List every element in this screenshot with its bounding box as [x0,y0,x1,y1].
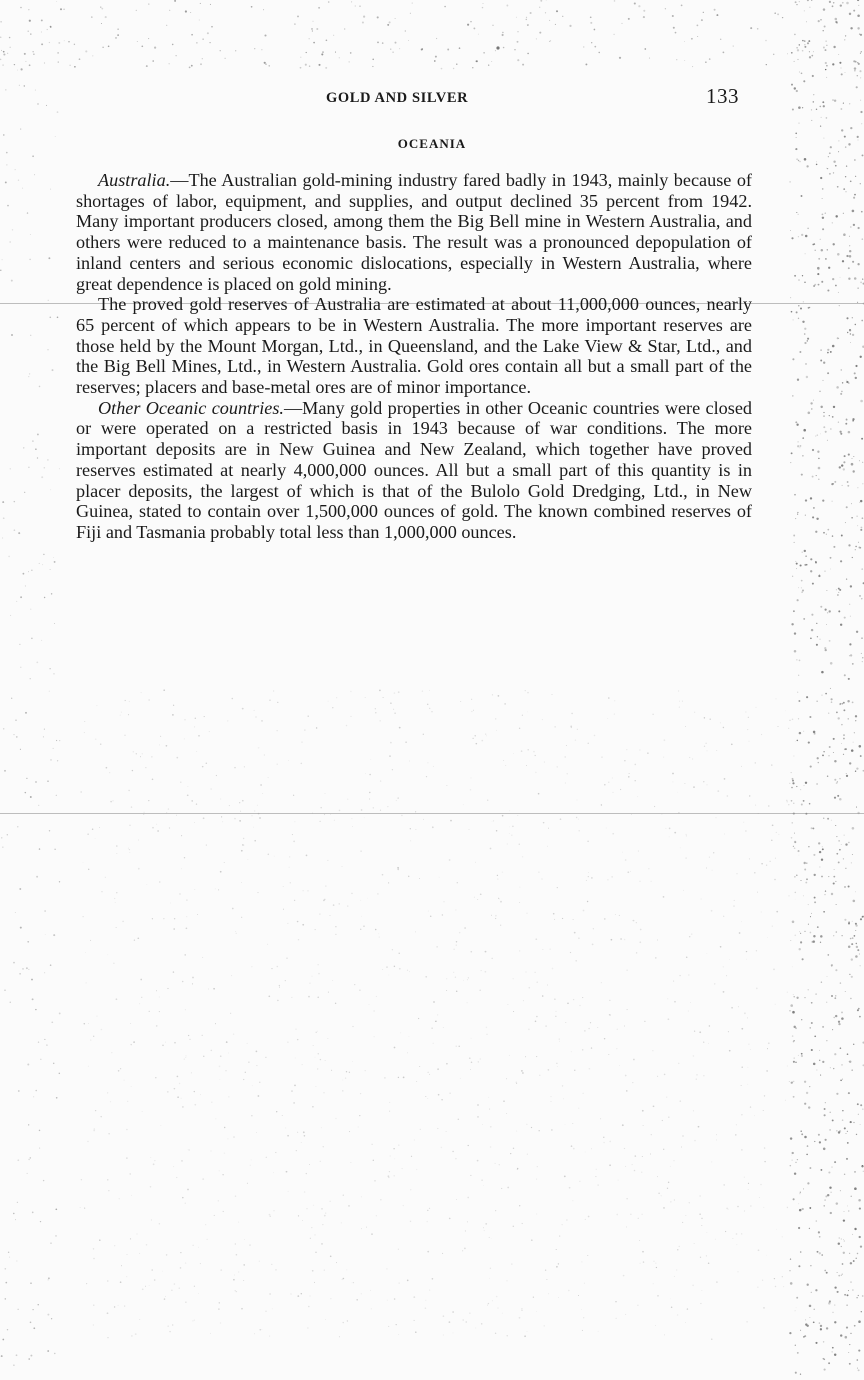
paragraph-australia [76,170,752,294]
paragraph-other-oceanic [76,398,752,543]
section-title: OCEANIA [397,136,467,151]
fold-line-lower [0,813,864,814]
body-text [76,170,752,543]
paragraph-reserves [76,294,752,398]
page-number: 133 [706,84,739,108]
running-head [0,84,864,114]
paragraph-text: The proved gold reserves of Australia are estimated at about 11,000,000 ounces, nearly 65 percent of which appears to be in Western Australia. The more important reserves are those held by the Mount Morgan, Ltd., in Queensland, and the Lake View & Star, Ltd., and the Big Bell Mines, Ltd., in Western Australia. Gold ores contain all but a small part of the reserves; placers and base-metal ores are of minor importance. [76,294,752,398]
paragraph-lead: Australia. [98,170,171,190]
paragraph-lead: Other Oceanic countries. [98,397,284,418]
paragraph-text: —Many gold properties in other Oceanic countries were closed or were operated on a restricted basis in 1943 because of war conditions. The more important deposits are in New Guinea and New Zealand, which together have proved reserves estimated at nearly 4,000,000 ounces. All but a small part of this quantity is in placer deposits, the largest of which is that of the Bulolo Gold Dredging, Ltd., in New Guinea, stated to contain over 1,500,000 ounces of gold. The known combined reserves of Fiji and Tasmania probably total less than 1,000,000 ounces. [76,397,752,542]
running-title: GOLD AND SILVER [326,90,469,106]
paragraph-text: —The Australian gold-mining industry fared badly in 1943, mainly because of shortages of labor, equipment, and supplies, and output declined 35 percent from 1942. Many important producers closed, among them the Big Bell mine in Western Australia, and others were reduced to a maintenance basis. The result was a pronounced depopulation of inland centers and serious economic dislocations, especially in Western Australia, where great dependence is placed on gold mining. [76,170,752,294]
